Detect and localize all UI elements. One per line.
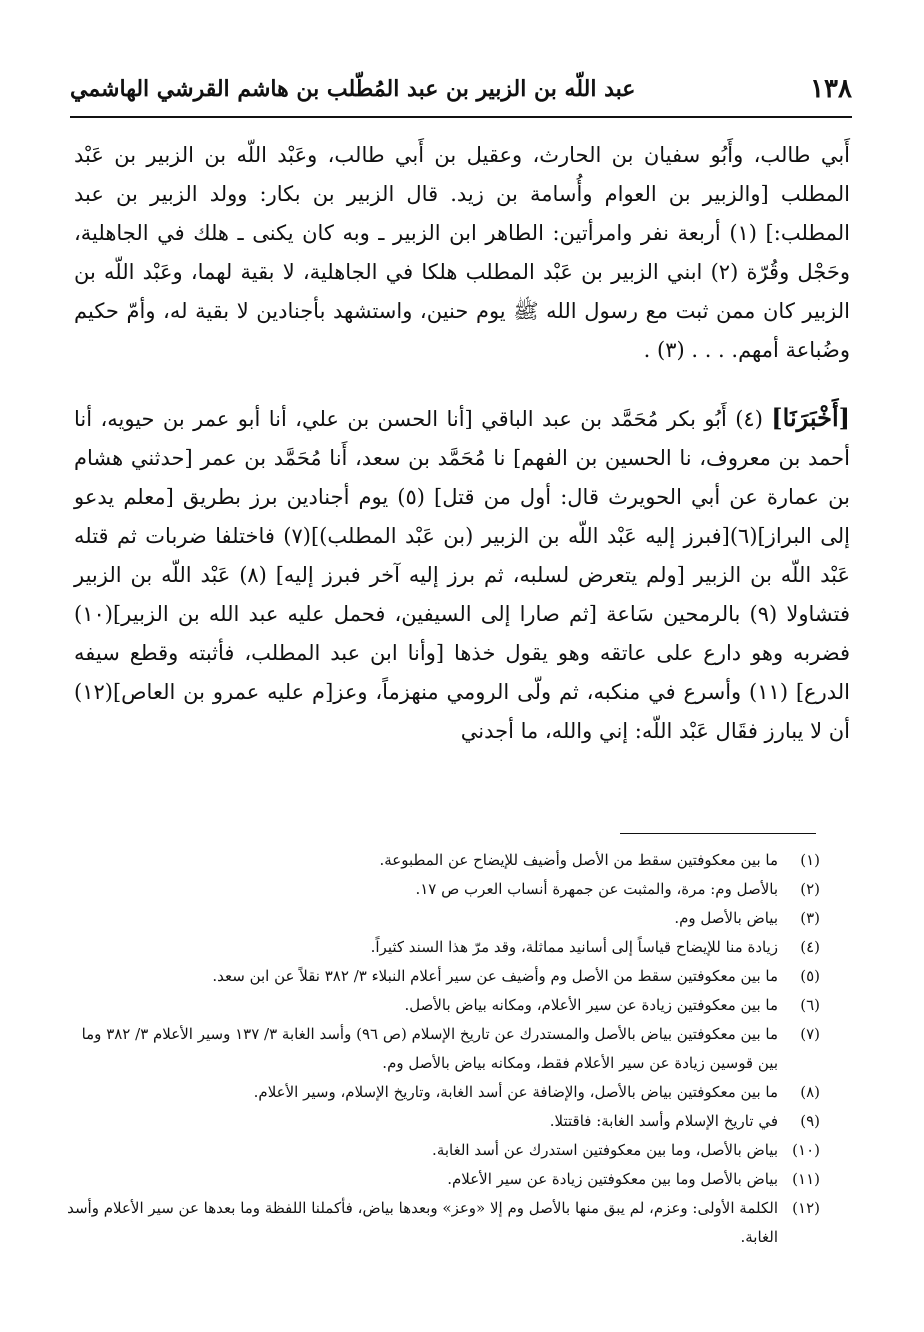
footnote-number: (١): [800, 851, 820, 869]
footnote-text: بياض بالأصل وما بين معكوفتين زيادة عن سير الأعلام.: [447, 1170, 778, 1188]
footnote-number: (٢): [800, 880, 820, 898]
footnote-item: [62, 991, 820, 1020]
footnote-number: (٧): [800, 1025, 820, 1043]
footnote-number: (٣): [800, 909, 820, 927]
footnote-number: (٥): [800, 967, 820, 985]
footnote-item: [62, 962, 820, 991]
header-divider: [70, 116, 852, 118]
running-head: [70, 64, 852, 114]
footnote-text: الكلمة الأولى: وعزم، لم يبق منها بالأصل وم إلا «وعز» وبعدها بياض، فأكملنا اللفظة وما بعدها عن سير الأعلام وأسد الغابة.: [67, 1199, 778, 1246]
akhbarana-heading: [أَخْبَرَنَا]: [771, 403, 850, 432]
footnote-number: (١٢): [792, 1199, 820, 1217]
footnote-item: [62, 1165, 820, 1194]
paragraph-2: [74, 398, 850, 751]
footnote-item: [62, 1020, 820, 1078]
footnote-text: ما بين معكوفتين بياض بالأصل والمستدرك عن تاريخ الإسلام (ص ٩٦) وأسد الغابة ٣/ ١٣٧ وسير الأعلام ٣/ ٣٨٢ وما بين قوسين زيادة عن سير الأعلام فقط، ومكانه بياض بالأصل وم.: [81, 1025, 778, 1072]
paragraph-1: أَبي طالب، وأَبُو سفيان بن الحارث، وعقيل بن أَبي طالب، وعَبْد اللّه بن الزبير بن عَبْد المطلب [والزبير بن العوام وأُسامة بن زيد. قال الزبير بن بكار: وولد الزبير بن عبد المطلب:] (١) أربعة نفر وامرأتين: الطاهر ابن الزبير ـ وبه كان يكنى ـ هلك في الجاهلية، وحَجْل وقُرّة (٢) ابني الزبير بن عَبْد المطلب هلكا في الجاهلية، لا بقية لهما، وعَبْد اللّه بن الزبير كان ممن ثبت مع رسول الله ﷺ يوم حنين، واستشهد بأجنادين لا بقية له، وأمّ حكيم وضُباعة أمهم. . . . (٣) .: [74, 143, 850, 362]
footnotes-list: [62, 846, 820, 1252]
header-title: عبد اللّه بن الزبير بن عبد المُطّلب بن هاشم القرشي الهاشمي: [70, 76, 636, 102]
footnote-item: [62, 1136, 820, 1165]
main-text: [74, 136, 850, 751]
footnote-number: (٤): [800, 938, 820, 956]
footnote-text: ما بين معكوفتين سقط من الأصل وأضيف للإيضاح عن المطبوعة.: [379, 851, 778, 869]
footnote-text: في تاريخ الإسلام وأسد الغابة: فاقتتلا.: [549, 1112, 778, 1130]
footnote-number: (٦): [800, 996, 820, 1014]
footnote-text: بياض بالأصل وم.: [674, 909, 778, 927]
footnote-text: ما بين معكوفتين سقط من الأصل وم وأضيف عن سير أعلام النبلاء ٣/ ٣٨٢ نقلاً عن ابن سعد.: [212, 967, 778, 985]
footnote-number: (٨): [800, 1083, 820, 1101]
footnote-text: زيادة منا للإيضاح قياساً إلى أسانيد مماثلة، وقد مرّ هذا السند كثيراً.: [370, 938, 778, 956]
paragraph-2-text: (٤) أَبُو بكر مُحَمَّد بن عبد الباقي [أنا الحسن بن علي، أنا أبو عمر بن حيويه، أنا أحمد بن معروف، نا الحسين بن الفهم] نا مُحَمَّد بن سعد، أَنا مُحَمَّد بن عمر [حدثني هشام بن عمارة عن أبي الحويرث قال: أول من قتل] (٥) يوم أجنادين برز بطريق [معلم يدعو إلى البراز](٦)[فبرز إليه عَبْد اللّه بن الزبير (بن عَبْد المطلب)](٧) فاختلفا ضربات ثم قتله عَبْد اللّه بن الزبير [ولم يتعرض لسلبه، ثم برز إليه آخر فبرز إليه] (٨) عَبْد اللّه بن الزبير فتشاولا (٩) بالرمحين سَاعة [ثم صارا إلى السيفين، فحمل عليه عبد الله بن الزبير](١٠) فضربه وهو دارع على عاتقه وهو يقول خذها [وأنا ابن عبد المطلب، فأثبته وقطع سيفه الدرع] (١١) وأسرع في منكبه، ثم ولّى الرومي منهزماً، وعز[م عليه عمرو بن العاص](١٢) أن لا يبارز فقَال عَبْد اللّه: إني والله، ما أجدني: [74, 407, 851, 743]
footnote-text: ما بين معكوفتين بياض بالأصل، والإضافة عن أسد الغابة، وتاريخ الإسلام، وسير الأعلام.: [253, 1083, 778, 1101]
footnote-number: (١٠): [792, 1141, 820, 1159]
footnote-text: ما بين معكوفتين زيادة عن سير الأعلام، ومكانه بياض بالأصل.: [404, 996, 778, 1014]
footnote-number: (١١): [792, 1170, 820, 1188]
footnote-item: [62, 1194, 820, 1252]
footnote-item: [62, 846, 820, 875]
footnote-item: [62, 1107, 820, 1136]
footnote-text: بياض بالأصل، وما بين معكوفتين استدرك عن أسد الغابة.: [432, 1141, 778, 1159]
page-number: ١٣٨: [810, 74, 852, 104]
footnote-item: [62, 933, 820, 962]
footnote-item: [62, 875, 820, 904]
footnote-divider: [620, 833, 816, 834]
footnote-item: [62, 904, 820, 933]
footnote-item: [62, 1078, 820, 1107]
footnote-number: (٩): [800, 1112, 820, 1130]
footnote-text: بالأصل وم: مرة، والمثبت عن جمهرة أنساب العرب ص ١٧.: [415, 880, 778, 898]
